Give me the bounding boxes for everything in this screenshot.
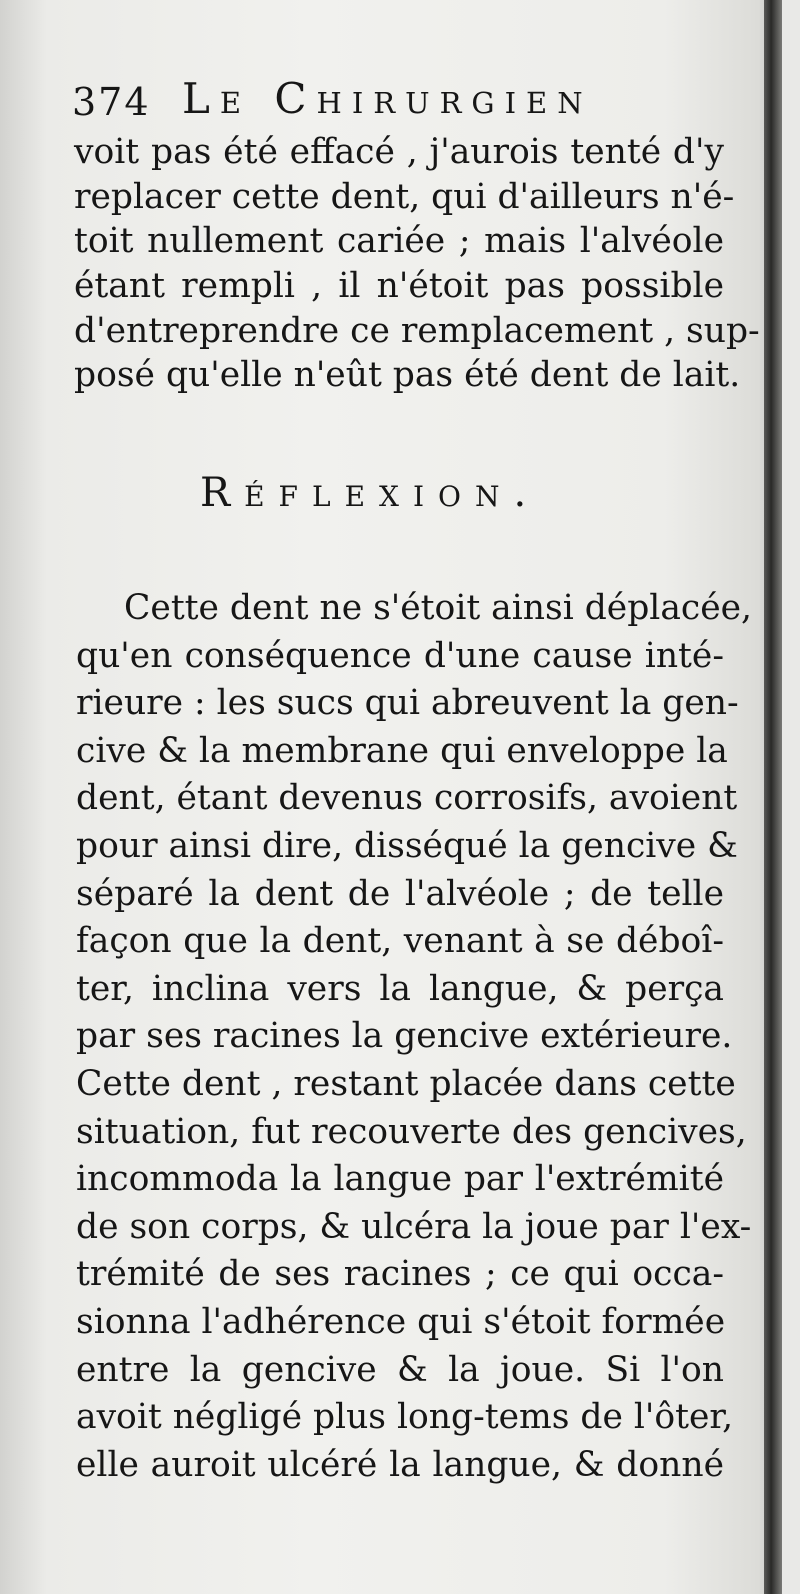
text-line: incommoda la langue par l'extrémité xyxy=(76,1159,724,1200)
text-line: séparé la dent de l'alvéole ; de telle xyxy=(76,873,724,914)
text-line: façon que la dent, venant à se déboî- xyxy=(76,921,724,962)
text-line: posé qu'elle n'eût pas été dent de lait. xyxy=(74,355,741,396)
text-line: situation, fut recouverte des gencives, xyxy=(76,1111,747,1152)
text-line: avoit négligé plus long-tems de l'ôter, xyxy=(76,1397,734,1438)
running-head-title: Le Chirurgien xyxy=(182,74,593,123)
book-spine-shadow xyxy=(764,0,782,1594)
text-line: replacer cette dent, qui d'ailleurs n'é- xyxy=(74,176,735,217)
text-line: trémité de ses racines ; ce qui occa- xyxy=(76,1254,724,1295)
text-line: voit pas été effacé , j'aurois tenté d'y xyxy=(74,132,724,172)
text-line: d'entreprendre ce remplacement , sup- xyxy=(74,310,760,351)
top-paragraph xyxy=(74,130,760,398)
text-line: par ses racines la gencive extérieure. xyxy=(76,1016,733,1057)
text-line: ter, inclina vers la langue, & perça xyxy=(76,968,724,1009)
page-number: 374 xyxy=(72,80,151,124)
text-line: pour ainsi dire, disséqué la gencive & xyxy=(76,825,738,866)
text-line: toit nullement cariée ; mais l'alvéole xyxy=(74,221,724,262)
text-line: sionna l'adhérence qui s'étoit formée xyxy=(76,1301,726,1342)
text-line: Cette dent , restant placée dans cette xyxy=(76,1063,736,1104)
text-line: dent, étant devenus corrosifs, avoient xyxy=(76,778,738,819)
section-heading: Réflexion. xyxy=(200,470,541,516)
text-line: étant rempli , il n'étoit pas possible xyxy=(74,266,724,307)
text-line: qu'en conséquence d'une cause inté- xyxy=(76,635,724,676)
text-line: rieure : les sucs qui abreuvent la gen- xyxy=(76,683,739,724)
text-line: cive & la membrane qui enveloppe la xyxy=(76,730,728,771)
text-line: Cette dent ne s'étoit ainsi déplacée, xyxy=(124,588,753,628)
text-line: entre la gencive & la joue. Si l'on xyxy=(76,1349,724,1390)
running-head xyxy=(72,70,732,130)
text-line: elle auroit ulcéré la langue, & donné xyxy=(76,1444,724,1485)
text-line: de son corps, & ulcéra la joue par l'ex- xyxy=(76,1206,752,1247)
reflexion-paragraph xyxy=(76,585,753,1489)
